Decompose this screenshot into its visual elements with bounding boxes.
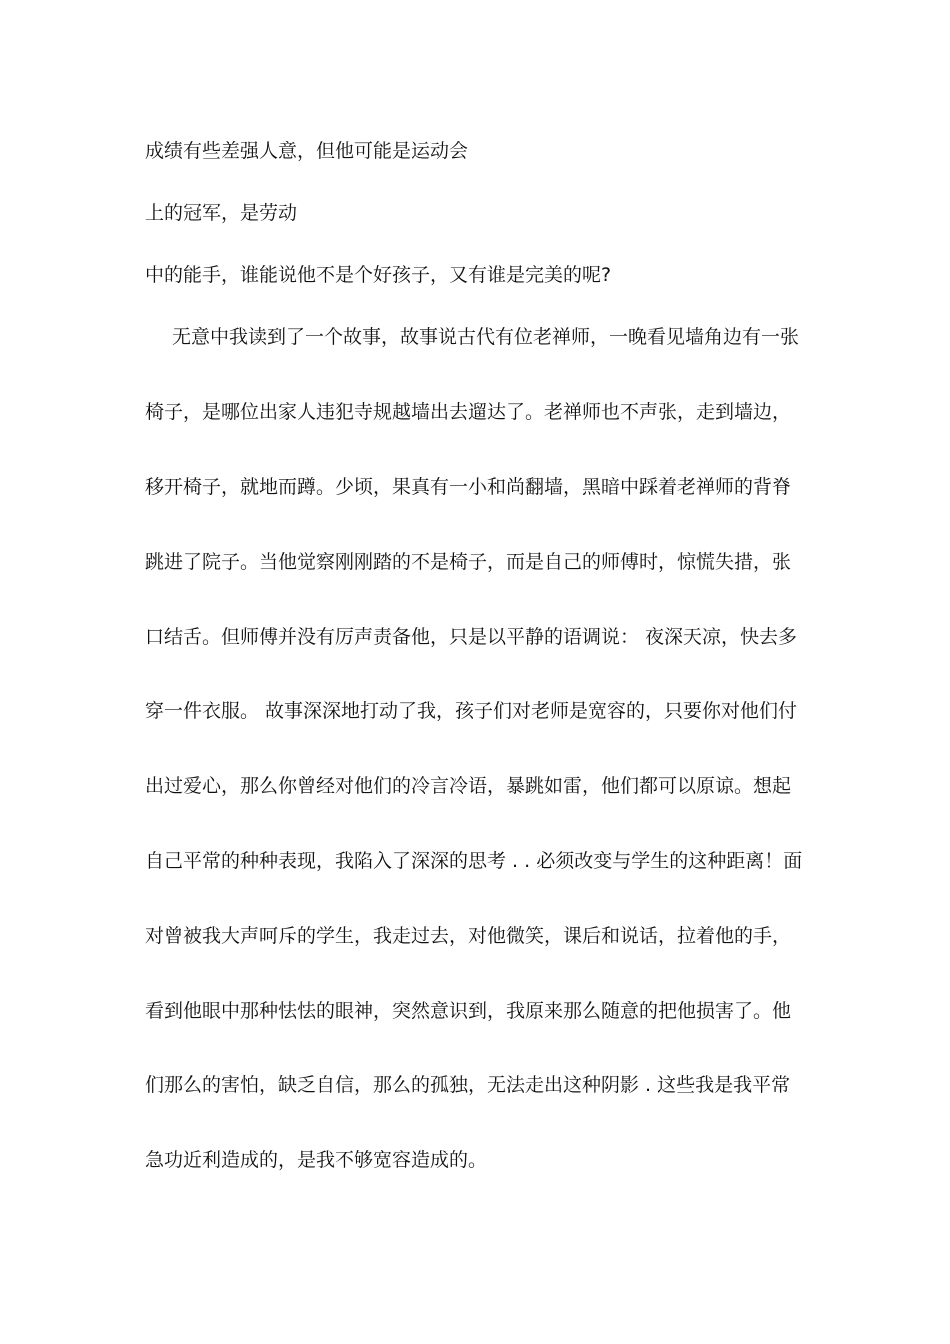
text-line-9: 穿一件衣服。 故事深深地打动了我，孩子们对老师是宽容的，只要你对他们付	[145, 700, 798, 722]
text-line-11: 自己平常的种种表现，我陷入了深深的思考 . . 必须改变与学生的这种距离！面	[145, 850, 803, 872]
text-line-3: 中的能手，谁能说他不是个好孩子，又有谁是完美的呢?	[145, 264, 612, 286]
text-line-10: 出过爱心，那么你曾经对他们的冷言冷语，暴跳如雷，他们都可以原谅。想起	[145, 775, 792, 797]
text-line-8: 口结舌。但师傅并没有厉声责备他，只是以平静的语调说： 夜深天凉，快去多	[145, 626, 798, 648]
text-line-4: 无意中我读到了一个故事，故事说古代有位老禅师，一晚看见墙角边有一张	[172, 326, 800, 348]
text-line-5: 椅子，是哪位出家人违犯寺规越墙出去遛达了。老禅师也不声张，走到墙边，	[145, 401, 792, 423]
text-line-14: 们那么的害怕，缺乏自信，那么的孤独，无法走出这种阴影 . 这些我是我平常	[145, 1074, 791, 1096]
text-line-7: 跳进了院子。当他觉察刚刚踏的不是椅子，而是自己的师傅时，惊慌失措，张	[145, 551, 792, 573]
text-line-6: 移开椅子，就地而蹲。少顷，果真有一小和尚翻墙，黑暗中踩着老禅师的背脊	[145, 476, 792, 498]
text-line-15: 急功近利造成的，是我不够宽容造成的。	[145, 1149, 488, 1171]
text-line-13: 看到他眼中那种怯怯的眼神，突然意识到，我原来那么随意的把他损害了。他	[145, 1000, 792, 1022]
text-line-1: 成绩有些差强人意，但他可能是运动会	[145, 140, 469, 162]
text-line-12: 对曾被我大声呵斥的学生，我走过去，对他微笑，课后和说话，拉着他的手，	[145, 925, 792, 947]
text-line-2: 上的冠军，是劳动	[145, 202, 298, 224]
